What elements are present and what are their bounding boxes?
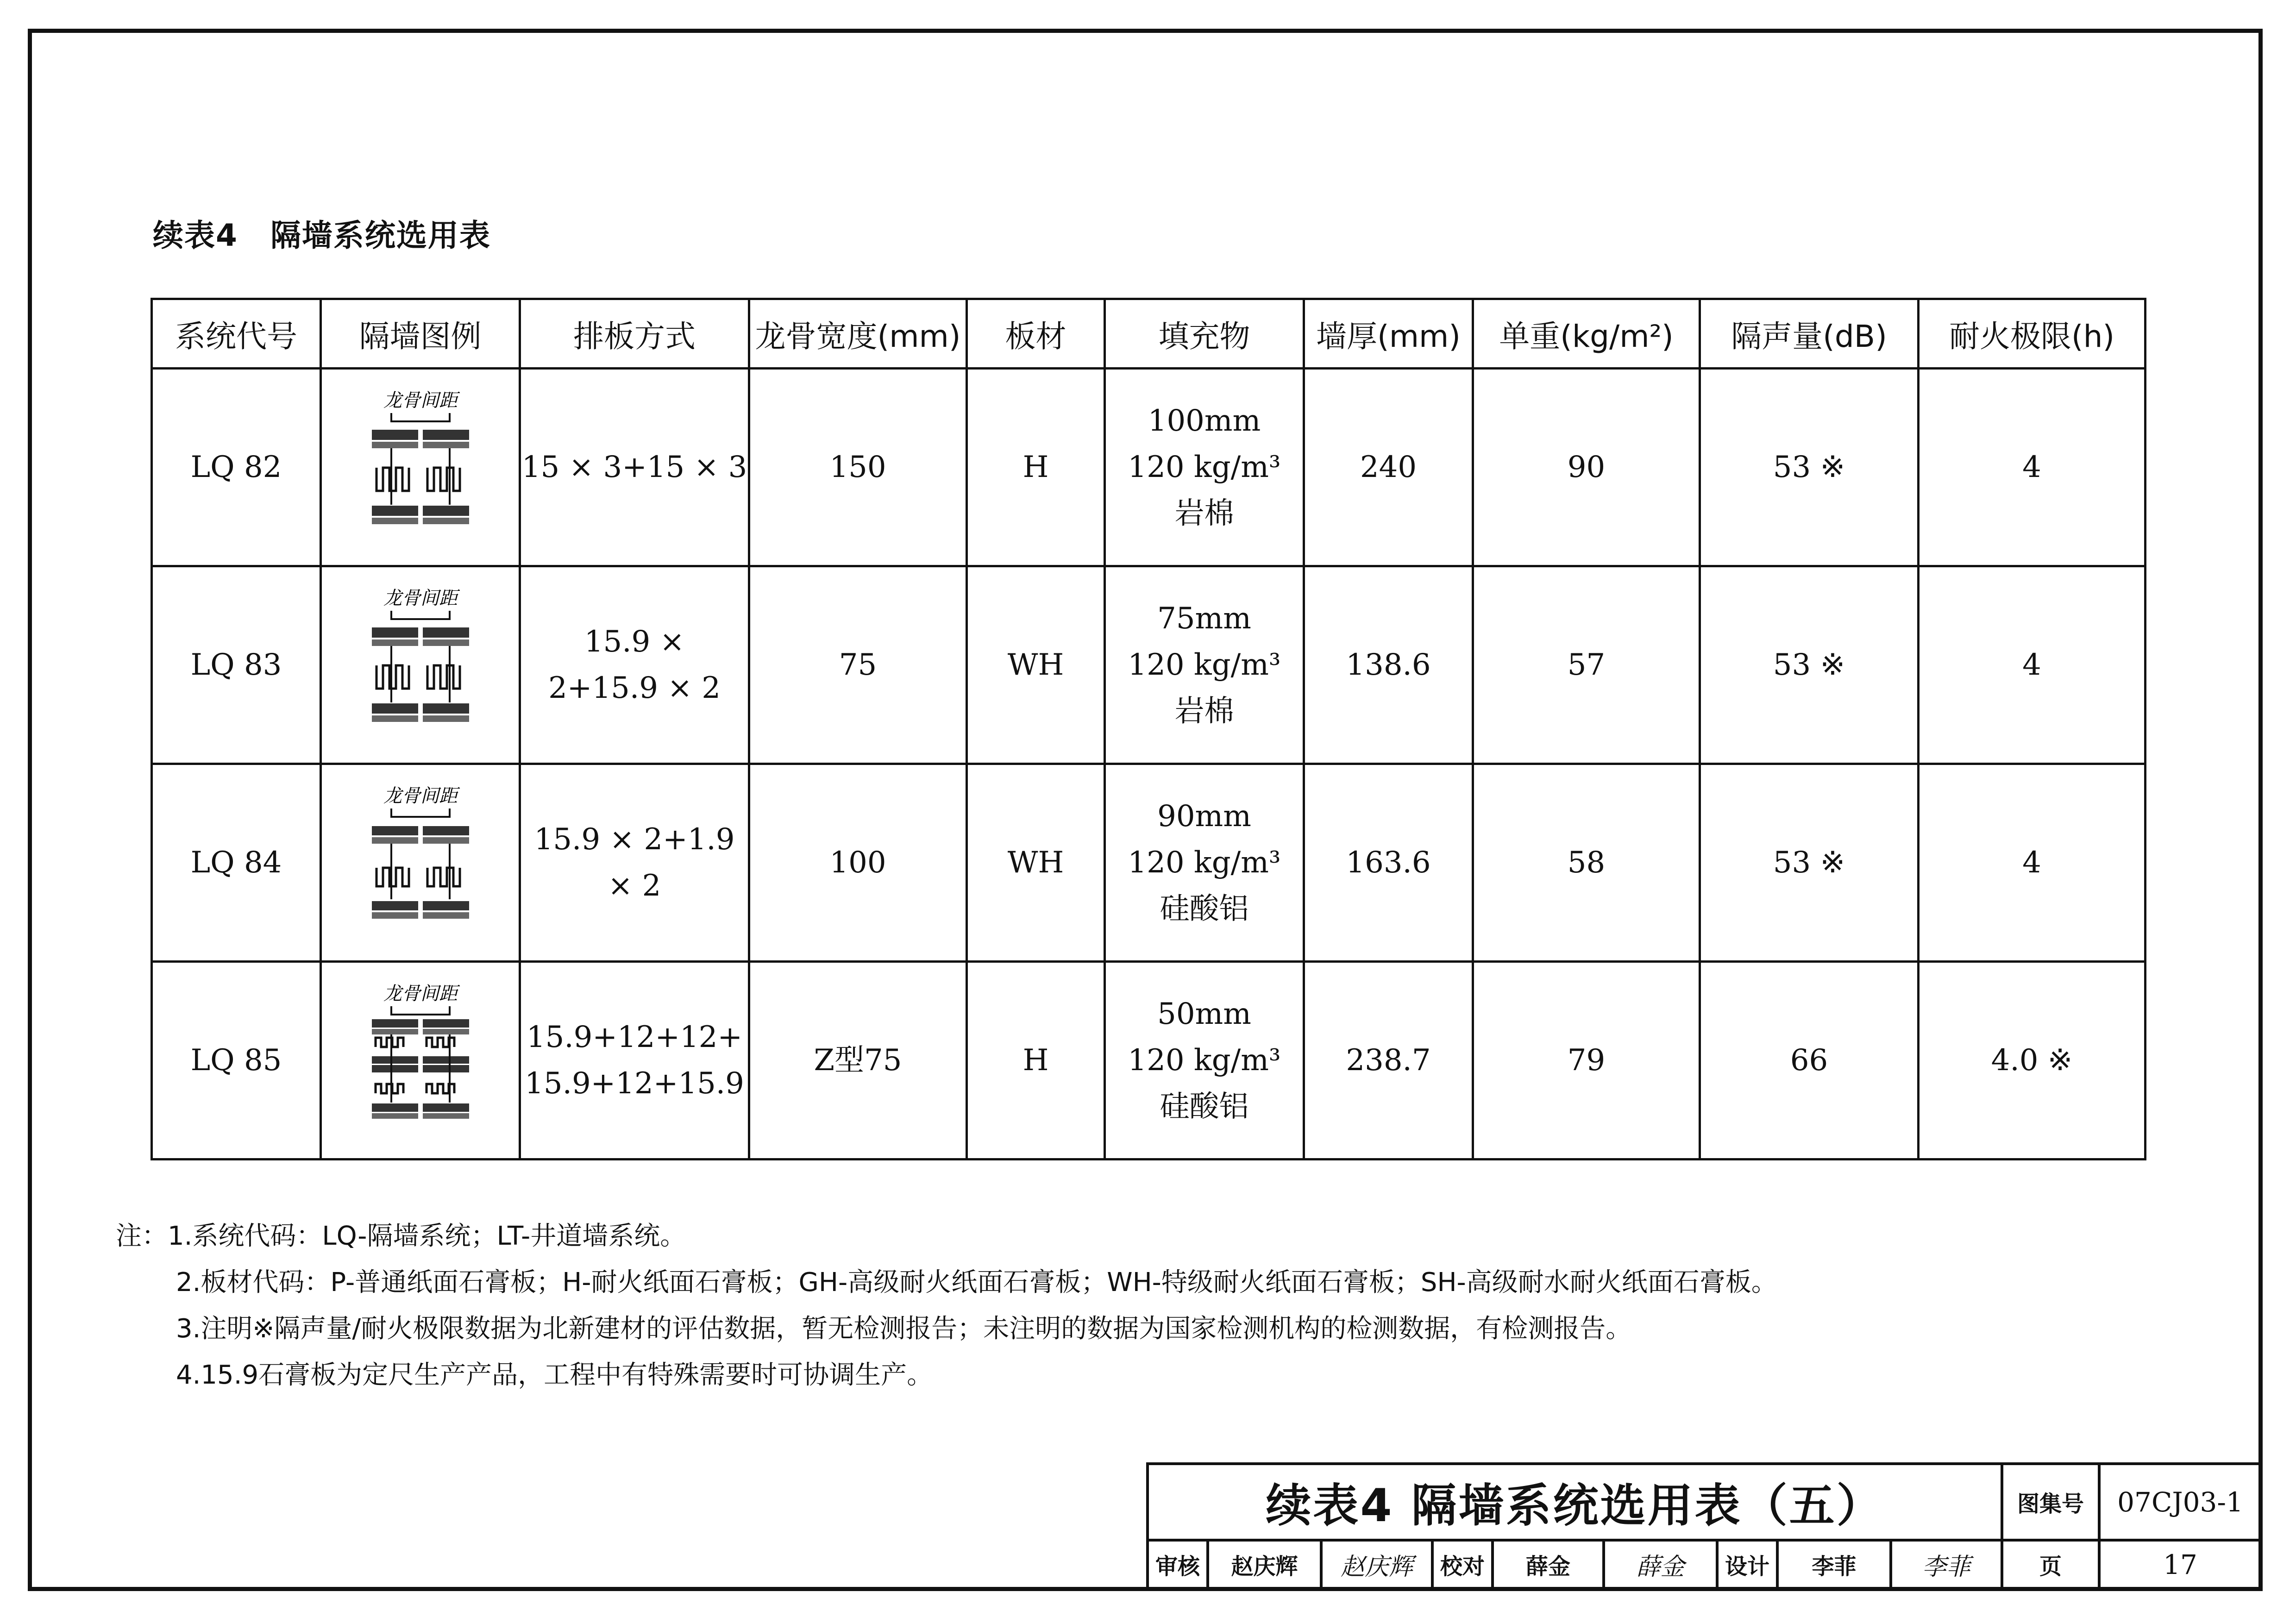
layout-line: 2+15.9 × 2 [548,671,721,705]
fire-rating: 4 [1919,369,2145,566]
caption-label: 续表4 [153,218,238,253]
fire-rating: 4.0 ※ [1919,962,2145,1159]
note-item: 3.注明※隔声量/耐火极限数据为北新建材的评估数据，暂无检测报告；未注明的数据为国家检测机构的检测数据，有检测报告。 [176,1314,1632,1344]
fire-rating: 4 [1919,764,2145,962]
checker-signature: 薛金 [1604,1540,1717,1589]
fire-rating: 4 [1919,566,2145,764]
note-item: 4.15.9石膏板为定尺生产产品，工程中有特殊需要时可协调生产。 [176,1360,933,1390]
wall-legend-diagram [321,369,520,566]
board-layout [520,566,749,764]
wall-section-diagram [363,582,478,735]
board-layout [520,962,749,1159]
caption-title: 隔墙系统选用表 [270,218,491,253]
check-label: 校对 [1432,1540,1493,1589]
sound-insulation: 53 ※ [1700,764,1919,962]
table-header-row [152,299,2145,369]
wall-section-diagram [363,780,478,933]
fill-material [1105,369,1304,566]
table-row [152,369,2145,566]
system-code: LQ 84 [152,764,321,962]
table-row [152,566,2145,764]
page-label: 页 [2002,1540,2099,1589]
board-layout [520,369,749,566]
board-layout [520,764,749,962]
fill-line: 100mm [1148,404,1261,438]
checker-name: 薛金 [1493,1540,1604,1589]
header-cell: 耐火极限(h) [1919,299,2145,369]
fill-material [1105,764,1304,962]
header-cell: 墙厚(mm) [1304,299,1473,369]
unit-weight: 90 [1473,369,1700,566]
fill-line: 硅酸铝 [1160,1090,1249,1124]
layout-line: 15 × 3+15 × 3 [521,450,747,484]
fill-line: 50mm [1157,997,1251,1031]
table-row [152,764,2145,962]
system-code: LQ 82 [152,369,321,566]
header-cell: 隔声量(dB) [1700,299,1919,369]
note-line [116,1213,1777,1260]
board-type: WH [967,764,1105,962]
legend-label: 龙骨间距 [383,983,458,1004]
wall-section-diagram [363,978,478,1130]
fill-line: 岩棉 [1174,496,1234,531]
header-cell: 龙骨宽度(mm) [749,299,967,369]
system-code: LQ 83 [152,566,321,764]
board-type: H [967,369,1105,566]
notes-section [116,1213,1777,1398]
board-type: H [967,962,1105,1159]
stud-width: 100 [749,764,967,962]
unit-weight: 57 [1473,566,1700,764]
header-cell: 板材 [967,299,1105,369]
sound-insulation: 66 [1700,962,1919,1159]
header-cell: 填充物 [1105,299,1304,369]
header-cell: 单重(kg/m²) [1473,299,1700,369]
legend-label: 龙骨间距 [383,785,458,807]
atlas-label: 图集号 [2002,1464,2099,1540]
layout-line: 15.9+12+15.9 [525,1066,744,1101]
design-label: 设计 [1717,1540,1777,1589]
stud-width: 75 [749,566,967,764]
layout-line: 15.9+12+12+ [526,1020,743,1054]
notes-prefix: 注： [116,1221,168,1251]
header-cell: 隔墙图例 [321,299,520,369]
layout-line: × 2 [608,869,661,903]
review-label: 审核 [1148,1540,1208,1589]
sound-insulation: 53 ※ [1700,566,1919,764]
partition-table [151,298,2146,1160]
page-number: 17 [2099,1540,2261,1589]
wall-legend-diagram [321,962,520,1159]
table-caption [153,211,491,255]
fill-line: 120 kg/m³ [1128,846,1281,880]
title-block [1146,1462,2263,1590]
header-cell: 排板方式 [520,299,749,369]
drawing-title: 续表4 隔墙系统选用表（五） [1148,1464,2002,1540]
table-row [152,962,2145,1159]
fill-material [1105,962,1304,1159]
reviewer-signature: 赵庆辉 [1321,1540,1432,1589]
note-item: 2.板材代码：P-普通纸面石膏板；H-耐火纸面石膏板；GH-高级耐火纸面石膏板；WH-特级耐火纸面石膏板；SH-高级耐水耐火纸面石膏板。 [176,1267,1777,1297]
board-type: WH [967,566,1105,764]
wall-legend-diagram [321,764,520,962]
wall-thickness: 138.6 [1304,566,1473,764]
fill-line: 120 kg/m³ [1128,1043,1281,1078]
fill-line: 90mm [1157,799,1251,834]
fill-line: 120 kg/m³ [1128,648,1281,682]
sound-insulation: 53 ※ [1700,369,1919,566]
wall-thickness: 163.6 [1304,764,1473,962]
layout-line: 15.9 × [584,625,685,659]
legend-label: 龙骨间距 [383,389,458,411]
fill-line: 75mm [1157,602,1251,636]
layout-line: 15.9 × 2+1.9 [534,822,735,857]
wall-section-diagram [363,384,478,537]
reviewer-name: 赵庆辉 [1208,1540,1321,1589]
fill-line: 硅酸铝 [1160,892,1249,926]
designer-signature: 李菲 [1891,1540,2002,1589]
atlas-number: 07CJ03-1 [2099,1464,2261,1540]
system-code: LQ 85 [152,962,321,1159]
unit-weight: 79 [1473,962,1700,1159]
fill-line: 120 kg/m³ [1128,450,1281,484]
unit-weight: 58 [1473,764,1700,962]
stud-width: 150 [749,369,967,566]
fill-line: 岩棉 [1174,694,1234,728]
designer-name: 李菲 [1777,1540,1891,1589]
legend-label: 龙骨间距 [383,587,458,609]
fill-material [1105,566,1304,764]
wall-thickness: 238.7 [1304,962,1473,1159]
wall-thickness: 240 [1304,369,1473,566]
wall-legend-diagram [321,566,520,764]
stud-width: Z型75 [749,962,967,1159]
header-cell: 系统代号 [152,299,321,369]
note-item: 1.系统代码：LQ-隔墙系统；LT-井道墙系统。 [168,1221,686,1251]
